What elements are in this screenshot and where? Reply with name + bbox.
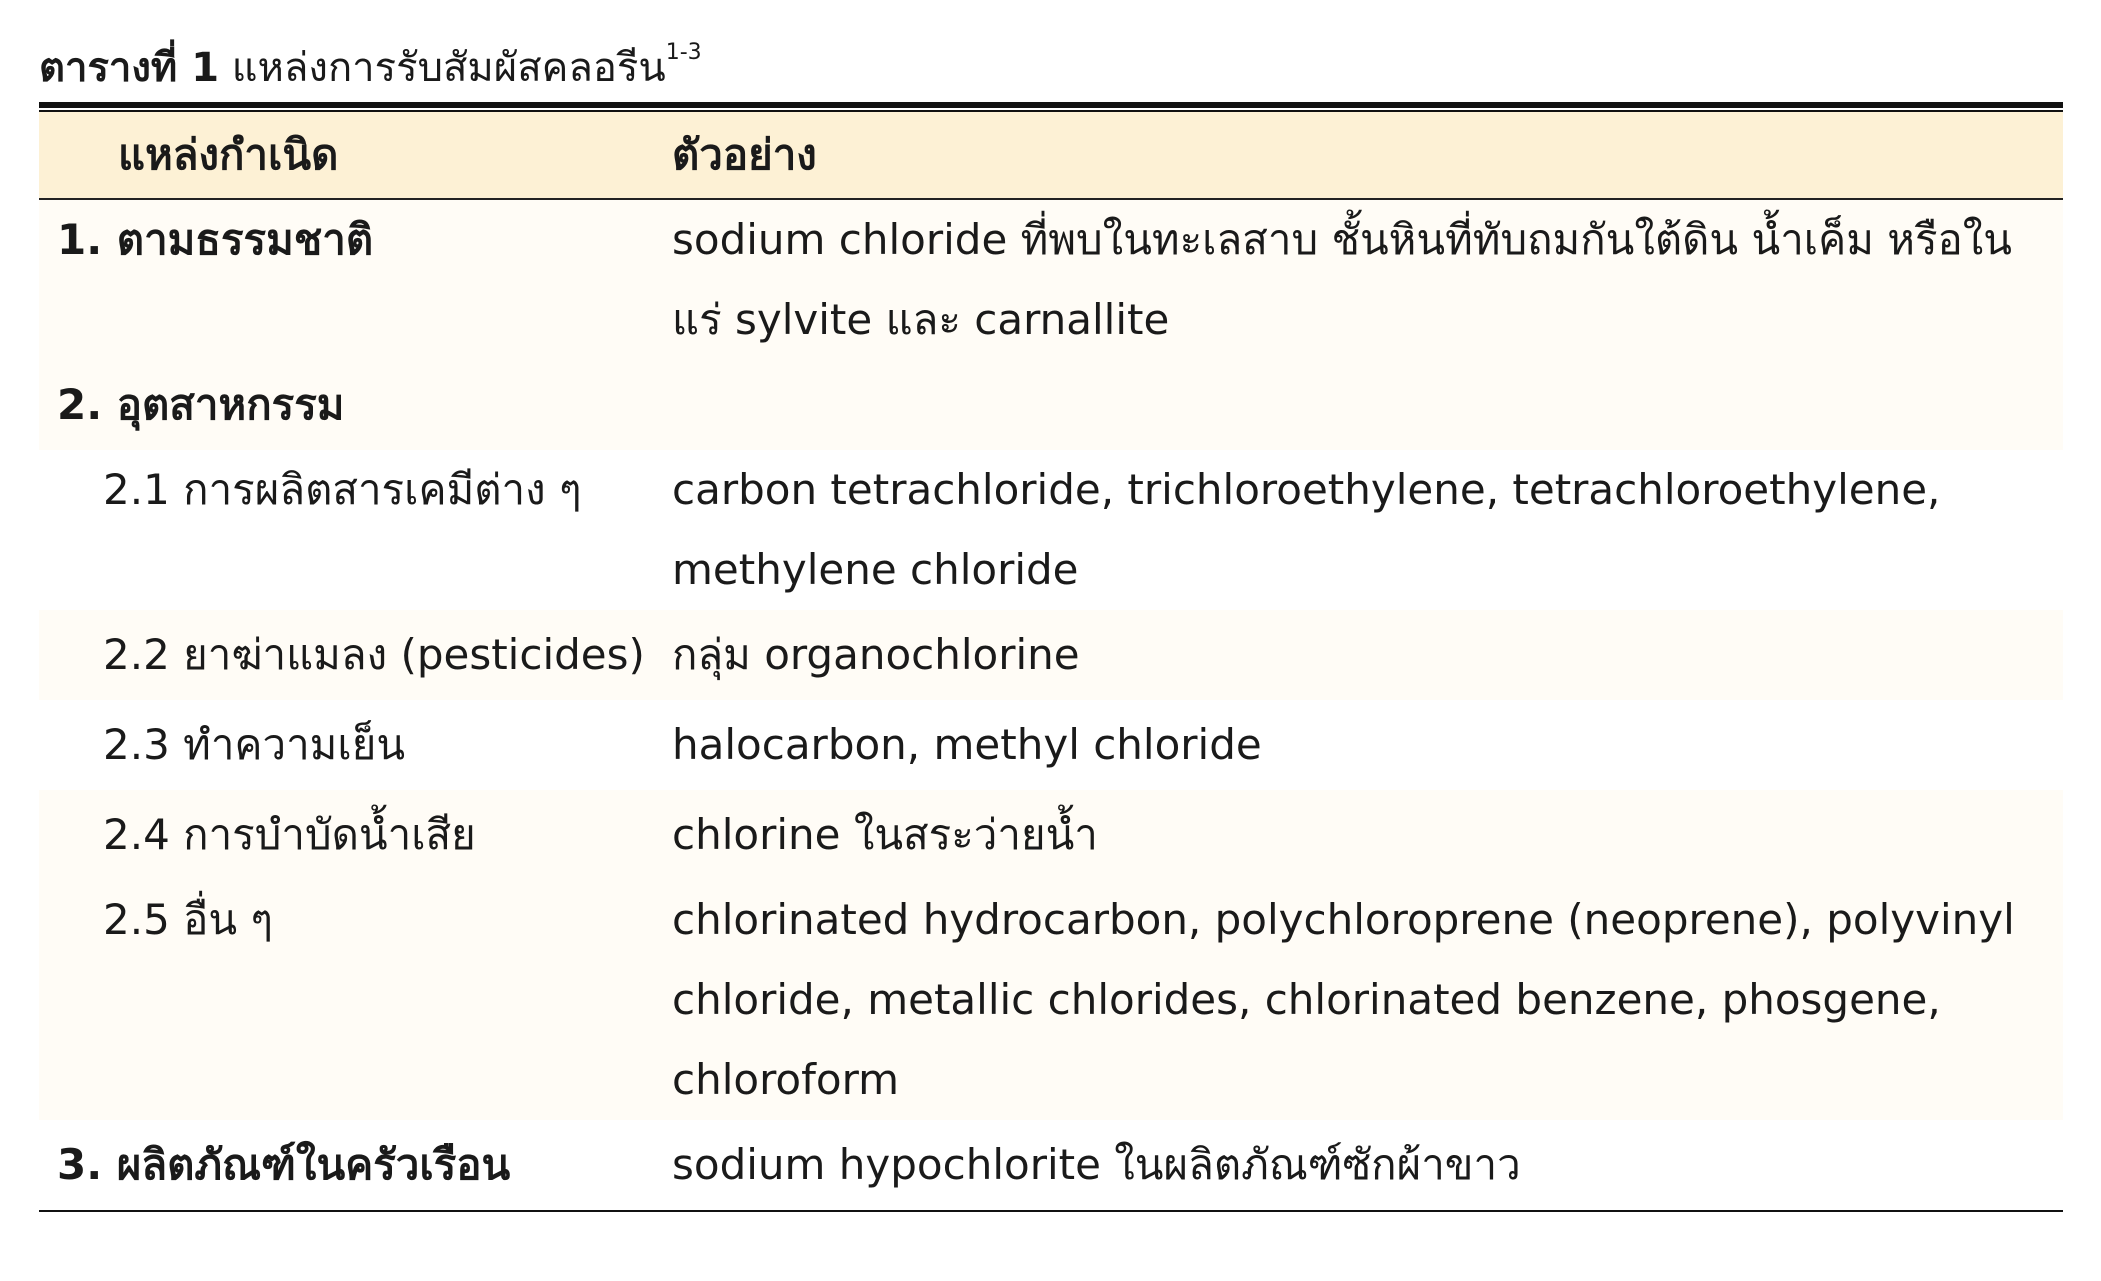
row-example — [672, 360, 2063, 450]
header-example: ตัวอย่าง — [672, 112, 2063, 199]
top-double-rule — [39, 102, 2063, 112]
row-example: chlorine ในสระว่ายน้ำ — [672, 810, 1098, 859]
row-example: carbon tetrachloride, trichloroethylene, tetrachloroethylene, methylene chloride — [672, 465, 1941, 594]
table-row — [39, 199, 2063, 360]
row-example: sodium hypochlorite ในผลิตภัณฑ์ซักผ้าขาว — [672, 1120, 2063, 1211]
row-source: 2.1 การผลิตสารเคมีต่าง ๆ — [103, 465, 582, 514]
chlorine-exposure-table — [39, 112, 2063, 1212]
table-row — [39, 610, 2063, 700]
row-example: กลุ่ม organochlorine — [672, 630, 1080, 679]
table-row — [39, 700, 2063, 790]
caption-label: ตารางที่ 1 — [39, 45, 220, 91]
table-container — [39, 38, 2063, 1212]
header-row — [39, 112, 2063, 199]
row-source: 2.5 อื่น ๆ — [103, 895, 273, 944]
row-example: chlorinated hydrocarbon, polychloroprene (neoprene), polyvinyl chloride, metallic chlorides, chlorinated benzene, phosgene, chloroform — [672, 895, 2015, 1104]
table-row — [39, 360, 2063, 450]
caption-citation: 1-3 — [665, 40, 702, 65]
row-source: 2. อุตสาหกรรม — [57, 380, 345, 429]
header-source: แหล่งกำเนิด — [39, 112, 672, 199]
row-source: 3. ผลิตภัณฑ์ในครัวเรือน — [39, 1120, 672, 1211]
row-example: halocarbon, methyl chloride — [672, 720, 1262, 769]
row-source: 1. ตามธรรมชาติ — [57, 215, 374, 264]
table-caption — [39, 38, 2063, 100]
table-row — [39, 790, 2063, 880]
table-row — [39, 1120, 2063, 1211]
caption-title: แหล่งการรับสัมผัสคลอรีน — [231, 45, 666, 91]
row-source: 2.4 การบำบัดน้ำเสีย — [103, 810, 476, 859]
row-example: sodium chloride ที่พบในทะเลสาบ ชั้นหินที่ทับถมกันใต้ดิน น้ำเค็ม หรือในแร่ sylvite และ carnallite — [672, 215, 2012, 344]
table-row — [39, 450, 2063, 610]
table-row — [39, 880, 2063, 1120]
row-source: 2.2 ยาฆ่าแมลง (pesticides) — [103, 630, 645, 679]
row-source: 2.3 ทำความเย็น — [103, 720, 406, 769]
